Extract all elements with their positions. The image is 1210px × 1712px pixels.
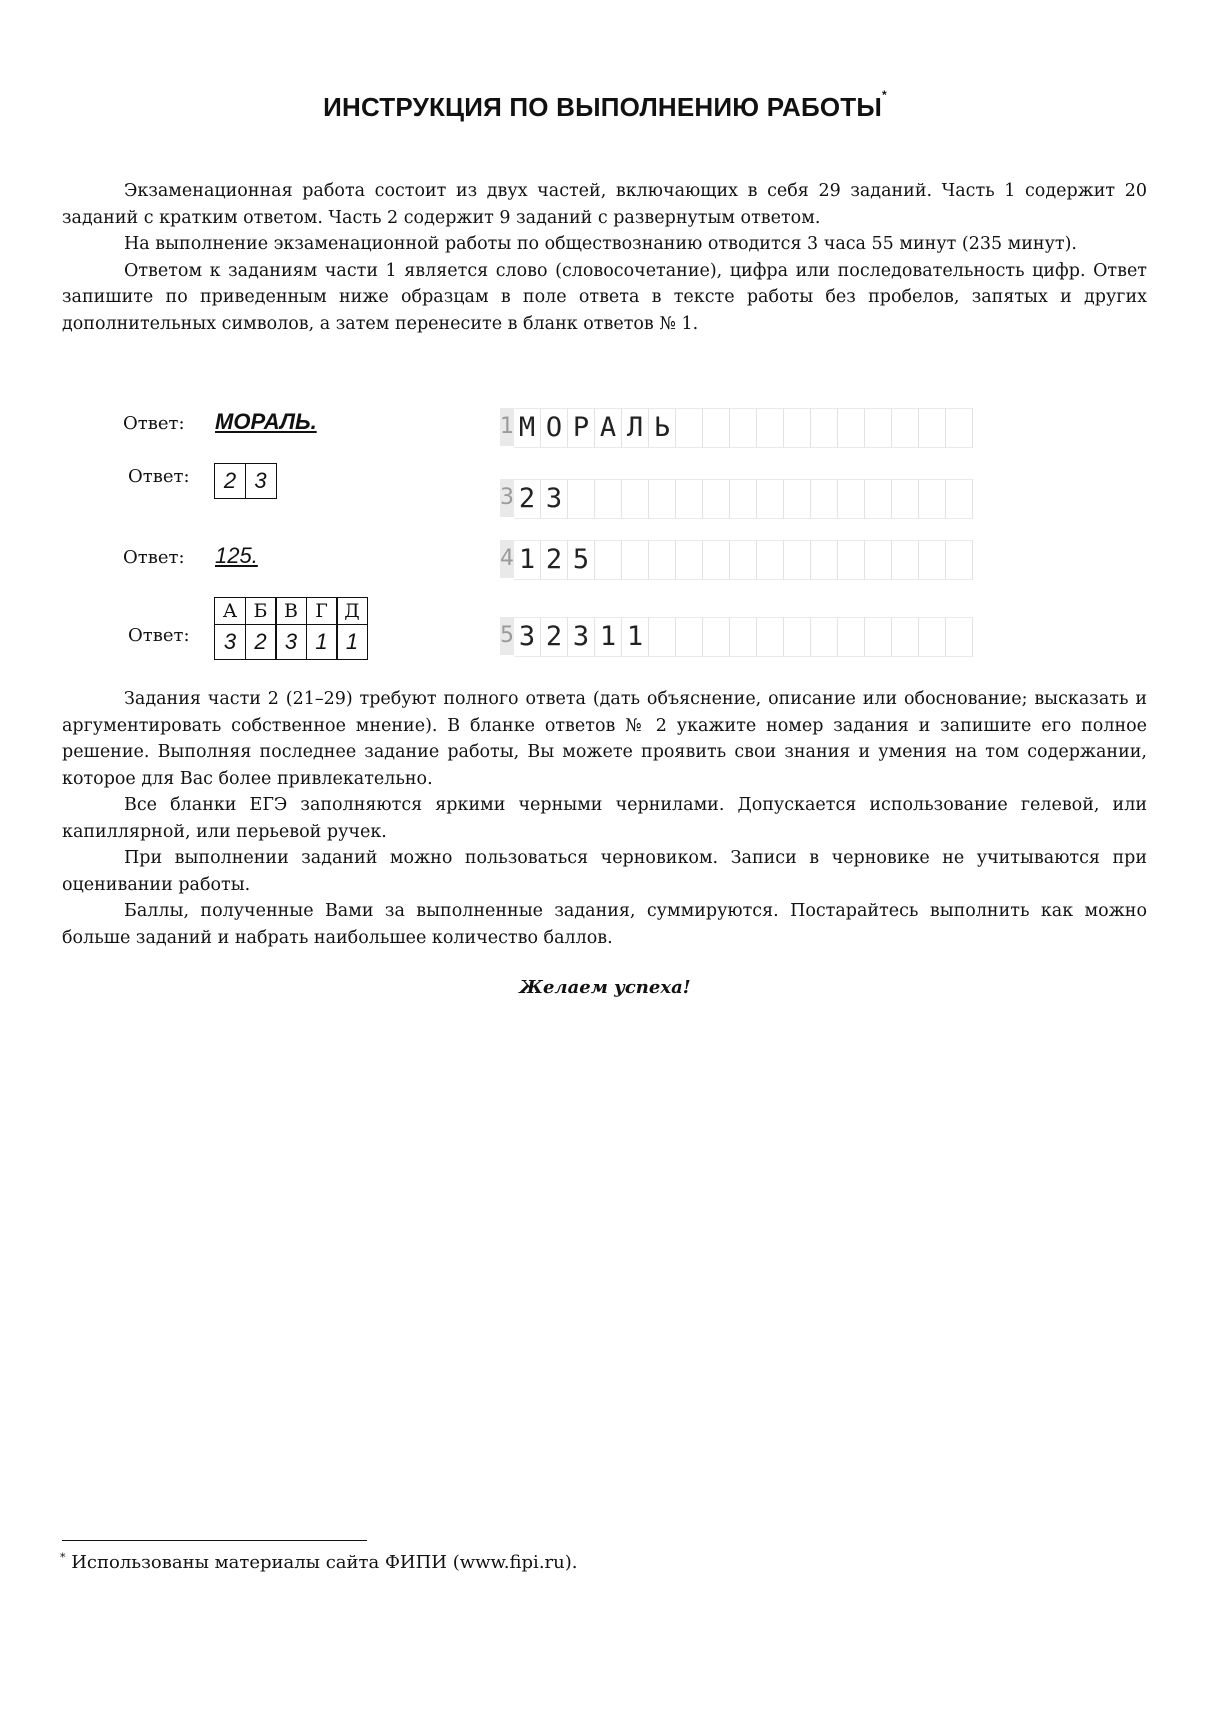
form-strip-cells bbox=[514, 617, 973, 657]
form-strip bbox=[500, 479, 970, 519]
form-cell: Р bbox=[568, 408, 595, 448]
form-cell bbox=[595, 479, 622, 519]
form-cell bbox=[892, 479, 919, 519]
letter-cell: В bbox=[275, 597, 307, 625]
form-cell bbox=[892, 408, 919, 448]
form-cell bbox=[757, 479, 784, 519]
form-cell: 2 bbox=[514, 479, 541, 519]
form-strip-cells bbox=[514, 540, 973, 580]
form-strip-number: 3 bbox=[500, 479, 514, 517]
form-cell bbox=[757, 617, 784, 657]
form-cell bbox=[757, 540, 784, 580]
form-cell: 2 bbox=[541, 617, 568, 657]
form-cell bbox=[730, 479, 757, 519]
form-cell bbox=[865, 479, 892, 519]
form-cell: 1 bbox=[514, 540, 541, 580]
value-cell: 1 bbox=[306, 624, 338, 660]
form-cell bbox=[649, 540, 676, 580]
form-cell bbox=[946, 408, 973, 448]
form-cell bbox=[865, 540, 892, 580]
page-title: ИНСТРУКЦИЯ ПО ВЫПОЛНЕНИЮ РАБОТЫ* bbox=[323, 88, 887, 122]
form-cell: 3 bbox=[568, 617, 595, 657]
form-cell: О bbox=[541, 408, 568, 448]
form-cell bbox=[703, 540, 730, 580]
answer-label: Ответ: bbox=[128, 625, 190, 646]
form-cell bbox=[811, 408, 838, 448]
form-cell bbox=[811, 540, 838, 580]
form-cell: 5 bbox=[568, 540, 595, 580]
form-cell bbox=[892, 540, 919, 580]
answer-box: 2 bbox=[214, 463, 246, 499]
intro-text bbox=[62, 178, 1147, 337]
form-cell bbox=[946, 479, 973, 519]
form-cell bbox=[838, 617, 865, 657]
form-cell bbox=[811, 617, 838, 657]
form-cell bbox=[919, 540, 946, 580]
form-strip-cells bbox=[514, 408, 973, 448]
handwritten-word-answer: МОРАЛЬ. bbox=[215, 409, 317, 434]
form-cell bbox=[676, 479, 703, 519]
form-cell: 3 bbox=[514, 617, 541, 657]
form-cell bbox=[649, 479, 676, 519]
form-cell bbox=[838, 479, 865, 519]
form-cell: М bbox=[514, 408, 541, 448]
footnote-divider bbox=[62, 1540, 367, 1541]
form-cell bbox=[676, 617, 703, 657]
form-cell bbox=[676, 408, 703, 448]
rules-paragraph: Все бланки ЕГЭ заполняются яркими черными чернилами. Допускается использование гелевой, или капиллярной, или перьевой ручек. bbox=[62, 795, 1147, 842]
answer-label: Ответ: bbox=[123, 413, 185, 434]
form-strip-number: 1 bbox=[500, 408, 514, 446]
form-cell bbox=[595, 540, 622, 580]
form-cell bbox=[946, 540, 973, 580]
rules-paragraph: При выполнении заданий можно пользоваться черновиком. Записи в черновике не учитываются при оценивании работы. bbox=[62, 848, 1147, 895]
form-strip bbox=[500, 540, 970, 580]
form-cell bbox=[757, 408, 784, 448]
form-cell bbox=[676, 540, 703, 580]
form-cell: А bbox=[595, 408, 622, 448]
footnote: * Использованы материалы сайта ФИПИ (www.fipi.ru). bbox=[60, 1551, 578, 1573]
form-cell bbox=[784, 408, 811, 448]
letter-cell: А bbox=[214, 597, 246, 625]
form-cell bbox=[703, 408, 730, 448]
intro-paragraph: Ответом к заданиям части 1 является слово (словосочетание), цифра или последовательность цифр. Ответ запишите по приведенным ниже образцам в поле ответа в тексте работы без пробелов, запятых и других дополнительных символов, а затем перенесите в бланк ответов № 1. bbox=[62, 260, 1147, 334]
form-strip bbox=[500, 408, 970, 448]
value-cell: 3 bbox=[214, 624, 246, 660]
form-cell bbox=[865, 408, 892, 448]
handwritten-number-answer: 125. bbox=[215, 543, 258, 568]
rules-paragraph: Баллы, полученные Вами за выполненные задания, суммируются. Постарайтесь выполнить как можно больше заданий и набрать наибольшее количество баллов. bbox=[62, 901, 1147, 948]
intro-paragraph: Экзаменационная работа состоит из двух частей, включающих в себя 29 заданий. Часть 1 содержит 20 заданий с кратким ответом. Часть 2 содержит 9 заданий с развернутым ответом. bbox=[62, 181, 1147, 228]
form-cell bbox=[622, 479, 649, 519]
form-cell bbox=[703, 479, 730, 519]
form-strip-number: 4 bbox=[500, 540, 514, 578]
form-cell bbox=[919, 408, 946, 448]
form-cell bbox=[865, 617, 892, 657]
answer-label: Ответ: bbox=[128, 466, 190, 487]
form-strip-cells bbox=[514, 479, 973, 519]
form-cell bbox=[892, 617, 919, 657]
form-cell bbox=[730, 540, 757, 580]
form-strip bbox=[500, 617, 970, 657]
letter-cell: Г bbox=[306, 597, 338, 625]
form-cell: 1 bbox=[595, 617, 622, 657]
form-cell: Ь bbox=[649, 408, 676, 448]
form-cell bbox=[784, 617, 811, 657]
form-cell: 3 bbox=[541, 479, 568, 519]
rules-text bbox=[62, 686, 1147, 951]
form-cell bbox=[649, 617, 676, 657]
form-cell: Л bbox=[622, 408, 649, 448]
answer-box: 3 bbox=[245, 463, 277, 499]
letter-cell: Б bbox=[245, 597, 277, 625]
value-cell: 1 bbox=[336, 624, 368, 660]
form-cell bbox=[730, 408, 757, 448]
intro-paragraph: На выполнение экзаменационной работы по обществознанию отводится 3 часа 55 минут (235 минут). bbox=[124, 234, 1077, 254]
form-cell: 2 bbox=[541, 540, 568, 580]
form-cell bbox=[946, 617, 973, 657]
form-cell: 1 bbox=[622, 617, 649, 657]
answer-label: Ответ: bbox=[123, 547, 185, 568]
value-cell: 3 bbox=[275, 624, 307, 660]
form-cell bbox=[811, 479, 838, 519]
letter-cell: Д bbox=[336, 597, 368, 625]
match-values-row bbox=[214, 624, 367, 660]
form-cell bbox=[784, 479, 811, 519]
form-cell bbox=[622, 540, 649, 580]
rules-paragraph: Задания части 2 (21–29) требуют полного ответа (дать объяснение, описание или обоснование; высказать и аргументировать собственное мнение). В бланке ответов № 2 укажите номер задания и запишите его полное решение. Выполняя последнее задание работы, Вы можете проявить свои знания и умения на том содержании, которое для Вас более привлекательно. bbox=[62, 689, 1147, 789]
form-strip-number: 5 bbox=[500, 617, 514, 655]
form-cell bbox=[568, 479, 595, 519]
form-cell bbox=[784, 540, 811, 580]
boxed-digits-answer bbox=[214, 463, 275, 499]
form-cell bbox=[919, 617, 946, 657]
form-cell bbox=[730, 617, 757, 657]
form-cell bbox=[838, 540, 865, 580]
form-cell bbox=[838, 408, 865, 448]
match-letters-row bbox=[214, 597, 367, 625]
value-cell: 2 bbox=[245, 624, 277, 660]
form-cell bbox=[919, 479, 946, 519]
closing-wish: Желаем успеха! bbox=[519, 977, 691, 998]
form-cell bbox=[703, 617, 730, 657]
